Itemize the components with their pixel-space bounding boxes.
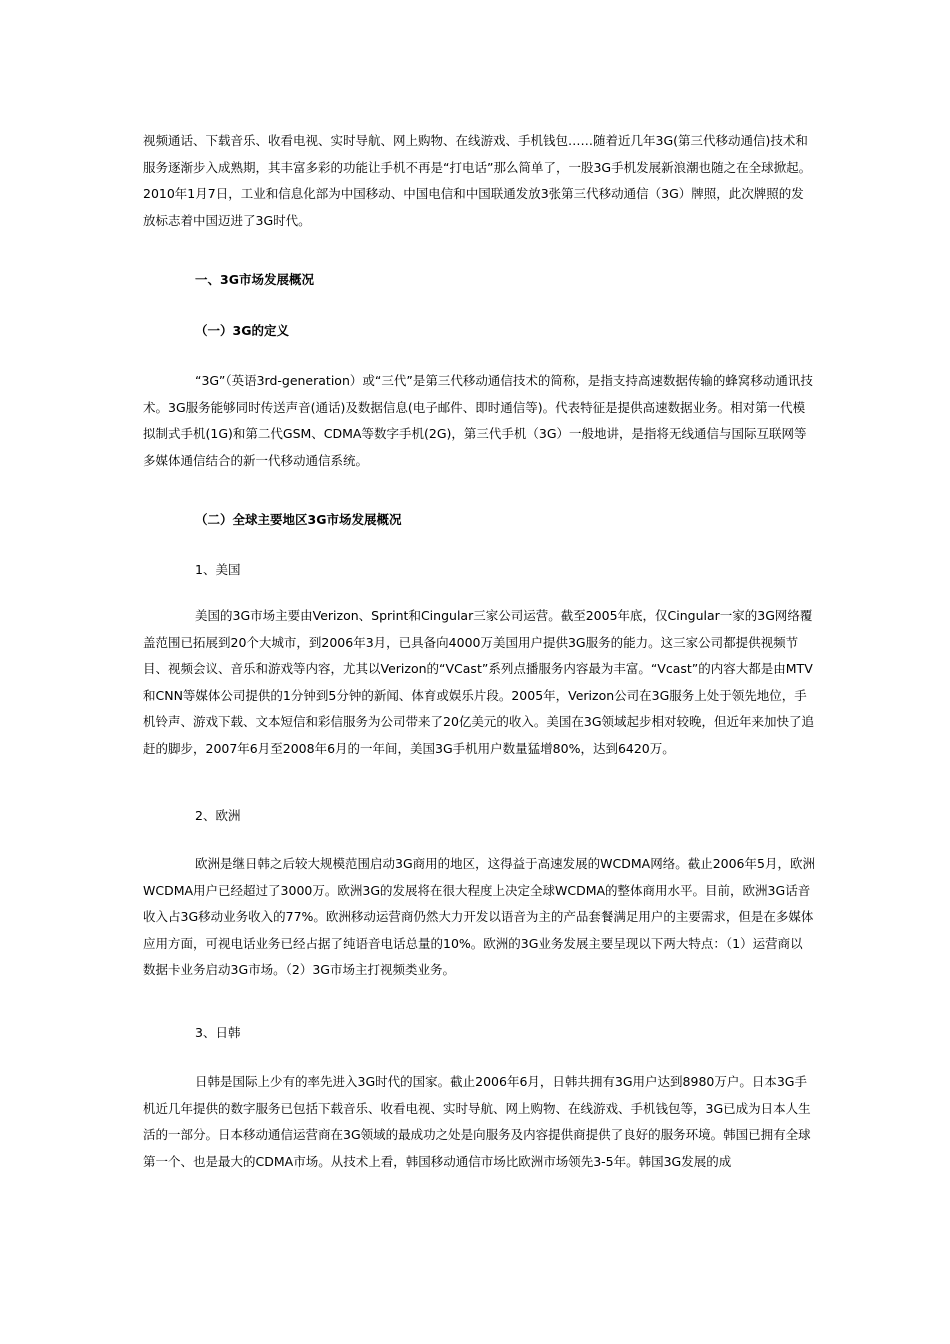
europe-paragraph: 欧洲是继日韩之后较大规模范围启动3G商用的地区，这得益于高速发展的WCDMA网络。截止2006年5月，欧洲WCDMA用户已经超过了3000万。欧洲3G的发展将在很大程度上决定全球WCDMA的整体商用水平。目前，欧洲3G话音收入占3G移动业务收入的77%。欧洲移动运营商仍然大力开发以语音为主的产品套餐满足用户的主要需求，但是在多媒体应用方面，可视电话业务已经占据了纯语音电话总量的10%。欧洲的3G业务发展主要呈现以下两大特点：（1）运营商以数据卡业务启动3G市场。（2）3G市场主打视频类业务。: [143, 856, 815, 977]
intro-paragraph: 视频通话、下载音乐、收看电视、实时导航、网上购物、在线游戏、手机钱包……随着近几年3G(第三代移动通信)技术和服务逐渐步入成熟期，其丰富多彩的功能让手机不再是“打电话”那么简单了，一股3G手机发展新浪潮也随之在全球掀起。2010年1月7日，工业和信息化部为中国移动、中国电信和中国联通发放3张第三代移动通信（3G）牌照，此次牌照的发放标志着中国迈进了3G时代。: [143, 133, 812, 228]
region-title-europe: 2、欧洲: [195, 808, 241, 823]
subsection-title-global-regions: （二）全球主要地区3G市场发展概况: [195, 512, 402, 527]
region-title-japan-korea: 3、日韩: [195, 1025, 241, 1040]
section-title-market-overview: 一、3G市场发展概况: [195, 272, 314, 287]
region-title-us: 1、美国: [195, 562, 241, 577]
us-paragraph: 美国的3G市场主要由Verizon、Sprint和Cingular三家公司运营。截至2005年底，仅Cingular一家的3G网络覆盖范围已拓展到20个大城市，到2006年3月，已具备向4000万美国用户提供3G服务的能力。这三家公司都提供视频节目、视频会议、音乐和游戏等内容，尤其以Verizon的“VCast”系列点播服务内容最为丰富。“Vcast”的内容大都是由MTV和CNN等媒体公司提供的1分钟到5分钟的新闻、体育或娱乐片段。2005年，Verizon公司在3G服务上处于领先地位，手机铃声、游戏下载、文本短信和彩信服务为公司带来了20亿美元的收入。美国在3G领域起步相对较晚，但近年来加快了追赶的脚步，2007年6月至2008年6月的一年间，美国3G手机用户数量猛增80%，达到6420万。: [143, 608, 815, 756]
definition-paragraph: “3G”（英语3rd-generation）或“三代”是第三代移动通信技术的简称，是指支持高速数据传输的蜂窝移动通讯技术。3G服务能够同时传送声音(通话)及数据信息(电子邮件、即时通信等)。代表特征是提供高速数据业务。相对第一代模拟制式手机(1G)和第二代GSM、CDMA等数字手机(2G)，第三代手机（3G）一般地讲，是指将无线通信与国际互联网等多媒体通信结合的新一代移动通信系统。: [143, 373, 813, 468]
japan-korea-paragraph: 日韩是国际上少有的率先进入3G时代的国家。截止2006年6月，日韩共拥有3G用户达到8980万户。日本3G手机近几年提供的数字服务已包括下载音乐、收看电视、实时导航、网上购物、在线游戏、手机钱包等，3G已成为日本人生活的一部分。日本移动通信运营商在3G领域的最成功之处是向服务及内容提供商提供了良好的服务环境。韩国已拥有全球第一个、也是最大的CDMA市场。从技术上看，韩国移动通信市场比欧洲市场领先3-5年。韩国3G发展的成: [143, 1074, 811, 1169]
subsection-title-3g-definition: （一）3G的定义: [195, 323, 289, 338]
